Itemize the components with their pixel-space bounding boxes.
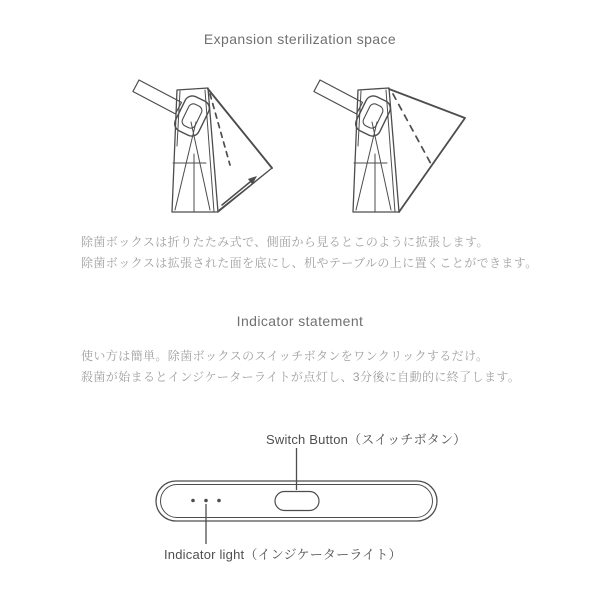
expansion-section-title: Expansion sterilization space <box>203 31 397 47</box>
sanitizer-wand <box>133 80 182 114</box>
indicator-description-line2: 殺菌が始まるとインジケーターライトが点灯し、3分後に自動的に終了します。 <box>81 370 521 384</box>
indicator-light-dots <box>191 499 221 503</box>
expansion-description-line2: 除菌ボックスは拡張された面を底にし、机やテーブルの上に置くことができます。 <box>81 256 538 270</box>
expand-arrow-icon <box>222 176 257 205</box>
indicator-description-line1: 使い方は簡単。除菌ボックスのスイッチボタンをワンクリックするだけ。 <box>81 349 489 363</box>
indicator-light-label: Indicator light（インジケーターライト） <box>164 547 402 562</box>
indicator-description <box>81 346 520 388</box>
folded-box-illustration <box>122 66 297 226</box>
indicator-section-title: Indicator statement <box>236 313 364 329</box>
expanded-box-illustration <box>303 66 478 226</box>
expansion-description <box>81 232 538 274</box>
switch-button-label: Switch Button（スイッチボタン） <box>266 432 467 447</box>
fold-dashed-line <box>393 94 431 164</box>
expansion-description-line1: 除菌ボックスは折りたたみ式で、側面から見るとこのように拡張します。 <box>81 235 489 249</box>
switch-button-shape <box>275 492 319 511</box>
sanitizer-wand <box>314 80 363 114</box>
